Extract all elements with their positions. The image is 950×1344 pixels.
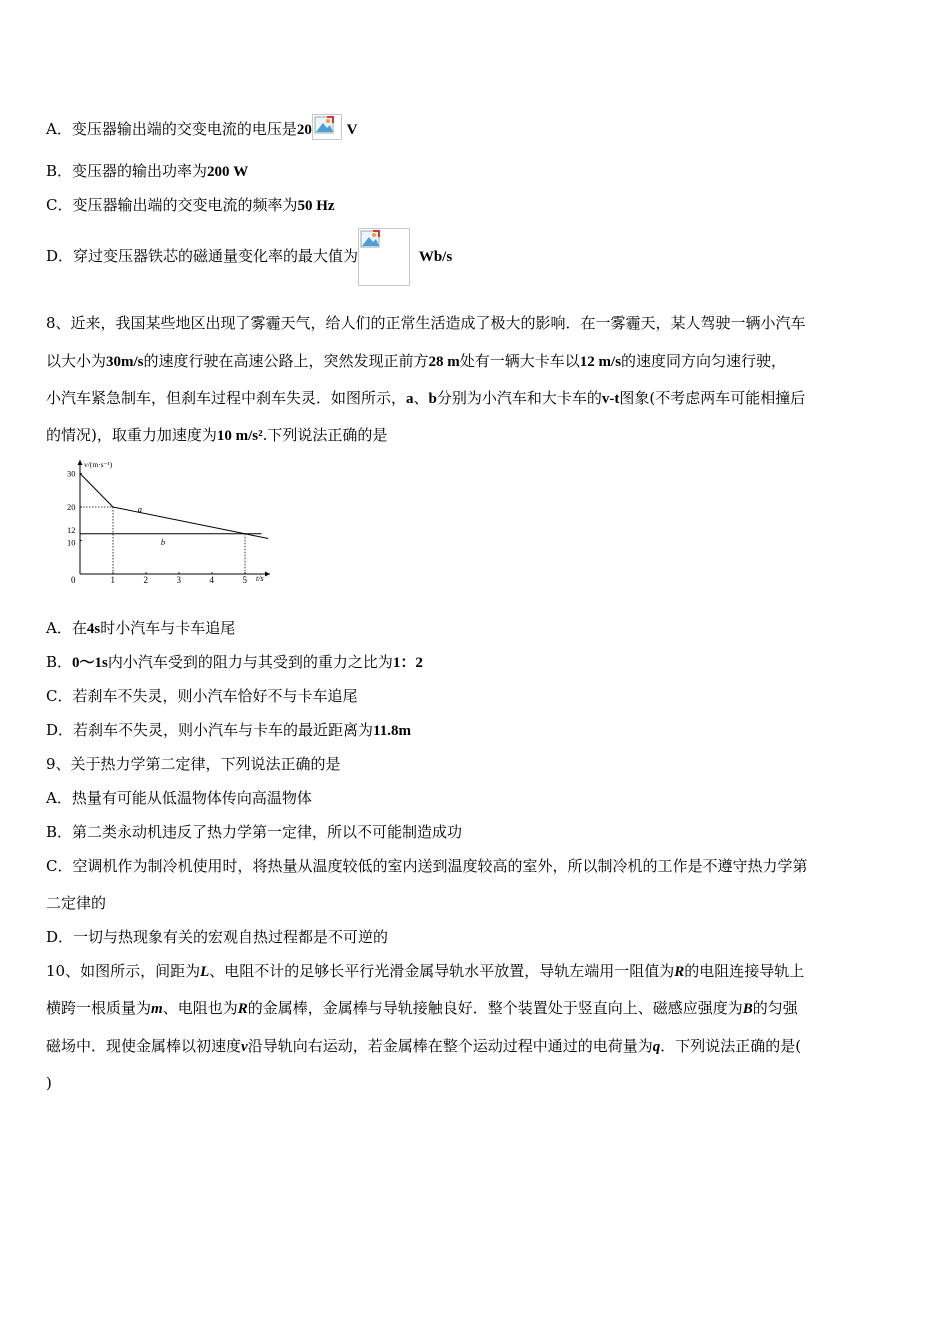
q7-d-prefix: D．穿过变压器铁芯的磁通量变化率的最大值为 [46, 247, 359, 265]
y-axis-arrow [78, 460, 83, 465]
q10-line4: ) [46, 1074, 52, 1092]
q8-l3-c: 、 [413, 389, 429, 407]
q8-a-a: A．在 [46, 619, 87, 637]
q8-l3-f: v-t [601, 391, 620, 407]
q10-l2-b: m [151, 1001, 163, 1017]
q10-l3-c: 沿导轨向右运动，若金属棒在整个运动过程中通过的电荷量为 [247, 1037, 653, 1055]
q9-stem: 9、关于热力学第二定律，下列说法正确的是 [46, 755, 341, 773]
q8-b-a: B． [46, 653, 73, 671]
q8-l3-a: 小汽车紧急制车，但刹车过程中刹车失灵．如图所示， [46, 389, 407, 407]
q8-stem-line3 [46, 388, 805, 409]
q9-option-a: A．热量有可能从低温物体传向高温物体 [46, 789, 312, 807]
q10-l3-e: ．下列说法正确的是( [660, 1037, 802, 1055]
x-tick-label: 1 [110, 575, 115, 584]
q8-l3-d: b [428, 391, 437, 407]
y-tick-label: 30 [67, 468, 76, 479]
x-axis-arrow [265, 572, 270, 577]
q8-d-b: 11.8m [373, 723, 411, 739]
q9-option-b: B．第二类永动机违反了热力学第一定律，所以不可能制造成功 [46, 823, 463, 841]
q8-l2-f: 12 m/s [579, 354, 622, 370]
q10-line2 [46, 998, 798, 1019]
q10-line1 [46, 961, 804, 982]
q8-option-a [46, 618, 235, 639]
q8-l3-e: 分别为小汽车和大卡车的 [436, 389, 602, 407]
q8-a-b: 4s [86, 621, 101, 637]
q10-l1-b: L [200, 964, 210, 980]
series-b-label: b [160, 537, 166, 548]
series-a-label: a [137, 504, 142, 515]
q7-option-d [46, 226, 452, 287]
q8-stem-line2 [46, 351, 786, 372]
q8-d-a: D．若刹车不失灵，则小汽车与卡车的最近距离为 [46, 721, 374, 739]
q10-l3-d: q [652, 1039, 661, 1055]
q7-b-value: 200 W [207, 164, 249, 180]
q9-option-c-line1: C．空调机作为制冷机使用时，将热量从温度较低的室内送到温度较高的室外，所以制冷机的工作是不遵守热力学第 [46, 857, 808, 875]
y-tick-label: 20 [67, 502, 76, 512]
q8-stem-line4 [46, 425, 387, 446]
q10-l2-a: 横跨一根质量为 [46, 999, 152, 1017]
q7-c-value: 50 Hz [297, 198, 335, 214]
q7-option-a [46, 114, 357, 140]
q8-l2-e: 处有一辆大卡车以 [459, 352, 580, 370]
x-axis-label: t/s [256, 574, 264, 583]
q10-l3-b: v [241, 1039, 248, 1055]
q8-l2-b: 30m/s [106, 354, 144, 370]
q7-a-prefix: A．变压器输出端的交变电流的电压是 [46, 120, 297, 138]
q7-option-c [46, 195, 335, 216]
q9-option-c-line2: 二定律的 [46, 894, 107, 912]
q8-b-d: 1：2 [392, 655, 423, 671]
q7-a-num: 20 [296, 122, 312, 138]
y-tick-label: 12 [67, 524, 76, 535]
q10-l2-d: R [237, 1001, 248, 1017]
x-tick-label: 3 [176, 575, 181, 584]
q8-a-c: 时小汽车与卡车追尾 [100, 619, 236, 637]
q8-option-b [46, 652, 423, 673]
series-a-line [80, 474, 268, 539]
q8-l2-c: 的速度行驶在高速公路上，突然发现正前方 [143, 352, 429, 370]
q8-l4-c: .下列说法正确的是 [262, 426, 388, 444]
q9-option-d: D．一切与热现象有关的宏观自热过程都是不可逆的 [46, 928, 389, 946]
x-tick-label: 0 [71, 575, 76, 584]
q10-l3-a: 磁场中．现使金属棒以初速度 [46, 1037, 242, 1055]
q8-l2-g: 的速度同方向匀速行驶， [621, 352, 787, 370]
q10-l1-a: 10、如图所示，间距为 [46, 962, 201, 980]
q10-l1-d: R [674, 964, 685, 980]
q10-l2-f: B [742, 1001, 753, 1017]
q8-l2-d: 28 m [428, 354, 460, 370]
q8-l3-b: a [406, 391, 414, 407]
x-tick-label: 5 [242, 575, 247, 584]
q8-option-d [46, 720, 411, 741]
q10-l1-e: 的电阻连接导轨上 [684, 962, 805, 980]
q10-l1-c: 、电阻不计的足够长平行光滑金属导轨水平放置，导轨左端用一阻值为 [209, 962, 675, 980]
q7-a-unit: V [346, 122, 358, 138]
broken-image-icon [358, 228, 410, 286]
q8-b-b: 0～1s [72, 655, 108, 671]
x-tick-label: 2 [143, 575, 148, 584]
q10-l2-c: 、电阻也为 [162, 999, 238, 1017]
q7-b-text: B．变压器的输出功率为 [46, 162, 208, 180]
q10-l2-g: 的匀强 [752, 999, 798, 1017]
q8-l4-b: 10 m/s² [216, 428, 263, 444]
q10-l2-e: 的金属棒，金属棒与导轨接触良好．整个装置处于竖直向上、磁感应强度为 [247, 999, 743, 1017]
q8-l2-a: 以大小为 [46, 352, 107, 370]
q8-l4-a: 的情况)，取重力加速度为 [46, 426, 217, 444]
q7-d-unit: Wb/s [418, 249, 453, 265]
q7-option-b [46, 161, 248, 182]
q8-l3-g: 图象(不考虑两车可能相撞后 [619, 389, 806, 407]
q8-option-c: C．若刹车不失灵，则小汽车恰好不与卡车追尾 [46, 687, 358, 705]
x-tick-label: 4 [209, 575, 214, 584]
q8-b-c: 内小汽车受到的阻力与其受到的重力之比为 [107, 653, 393, 671]
vt-graph [62, 456, 274, 584]
y-tick-label: 10 [67, 537, 76, 548]
q7-c-text: C．变压器输出端的交变电流的频率为 [46, 196, 298, 214]
q8-stem-line1: 8、近来，我国某些地区出现了雾霾天气，给人们的正常生活造成了极大的影响．在一雾霾天，某人驾驶一辆小汽车 [46, 314, 806, 332]
y-axis-label: v/(m·s⁻¹) [84, 460, 113, 469]
broken-image-icon [312, 114, 342, 140]
q10-line3 [46, 1036, 801, 1057]
